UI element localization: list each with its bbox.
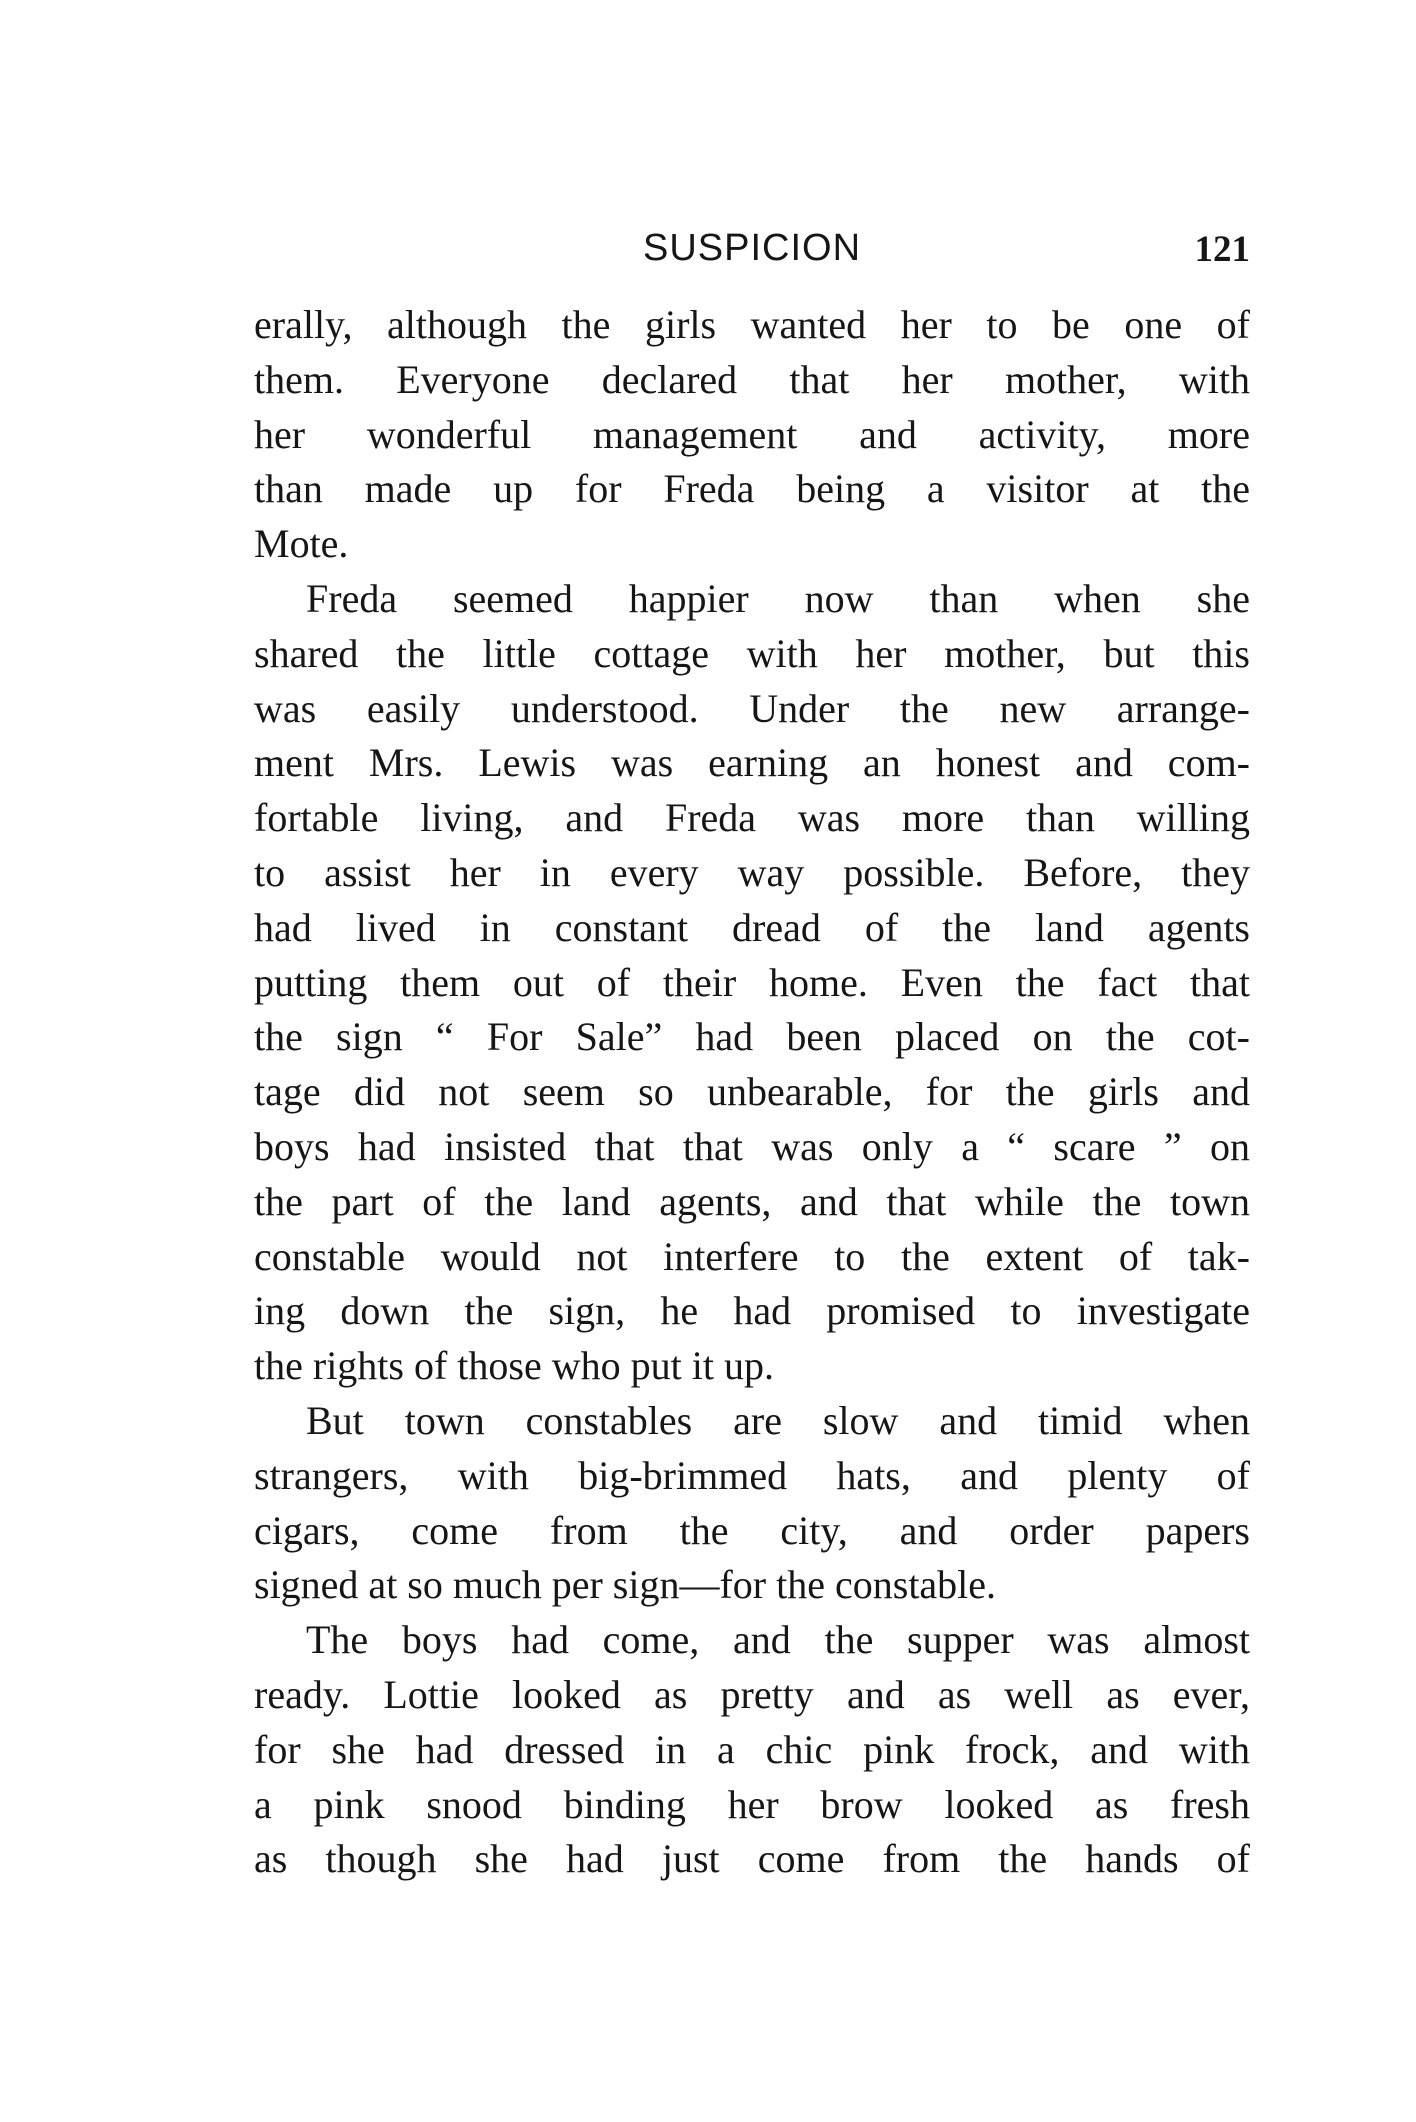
text-line: Freda seemed happier now than when she [306, 575, 1250, 621]
text-line: The boys had come, and the supper was almost [306, 1617, 1250, 1663]
text-line: boys had insisted that that was only a “ scare ” on [254, 1123, 1250, 1169]
text-line: constable would not interfere to the extent of tak- [254, 1233, 1250, 1279]
text-line: was easily understood. Under the new arrange- [254, 685, 1250, 731]
text-line: strangers, with big-brimmed hats, and plenty of [254, 1452, 1250, 1498]
text-line: signed at so much per sign—for the constable. [254, 1562, 997, 1608]
text-line: her wonderful management and activity, more [254, 411, 1250, 457]
text-line: as though she had just come from the hands of [254, 1836, 1250, 1882]
text-line: cigars, come from the city, and order papers [254, 1507, 1250, 1553]
text-line: tage did not seem so unbearable, for the girls and [254, 1069, 1250, 1115]
text-line: to assist her in every way possible. Before, they [254, 849, 1250, 895]
text-line: them. Everyone declared that her mother, with [254, 356, 1250, 402]
text-line: shared the little cottage with her mother, but this [254, 630, 1250, 676]
text-line: Mote. [254, 521, 349, 567]
text-line: ready. Lottie looked as pretty and as well as ever, [254, 1671, 1250, 1717]
text-line: ment Mrs. Lewis was earning an honest and com- [254, 740, 1250, 786]
text-line: than made up for Freda being a visitor at the [254, 466, 1250, 512]
text-line: had lived in constant dread of the land agents [254, 904, 1250, 950]
text-line: the rights of those who put it up. [254, 1343, 774, 1389]
text-line: a pink snood binding her brow looked as fresh [254, 1781, 1250, 1827]
text-line: for she had dressed in a chic pink frock, and with [254, 1726, 1250, 1772]
chapter-title: SUSPICION [642, 227, 862, 269]
running-head [254, 218, 1250, 278]
body-text [254, 298, 1250, 1887]
text-line: putting them out of their home. Even the fact that [254, 959, 1250, 1005]
page-number: 121 [1194, 229, 1250, 270]
text-line: fortable living, and Freda was more than willing [254, 795, 1250, 841]
text-line: But town constables are slow and timid when [306, 1397, 1250, 1443]
text-line: the sign “ For Sale” had been placed on the cot- [254, 1014, 1250, 1060]
text-line: erally, although the girls wanted her to be one of [254, 302, 1250, 347]
text-line: the part of the land agents, and that while the town [254, 1178, 1250, 1224]
text-line: ing down the sign, he had promised to investigate [254, 1288, 1250, 1334]
